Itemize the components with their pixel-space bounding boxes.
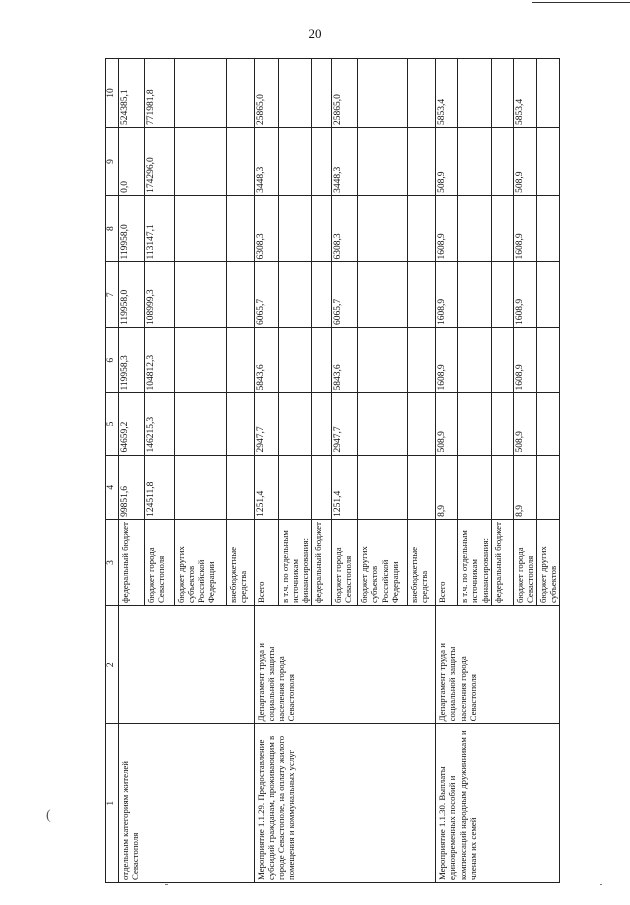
value-cell (279, 262, 312, 328)
value-cell (536, 195, 559, 262)
value-cell: 5843,6 (255, 327, 279, 393)
value-cell (408, 195, 436, 262)
value-cell (227, 327, 255, 393)
source-cell: внебюджетные средства (408, 519, 436, 605)
value-cell: 0,0 (119, 128, 145, 196)
value-cell (175, 262, 227, 328)
value-cell (279, 128, 312, 196)
source-cell: бюджет других субъектов (536, 519, 559, 605)
value-cell (312, 195, 332, 262)
value-cell (458, 455, 491, 519)
value-cell: 119958,0 (119, 195, 145, 262)
value-cell (491, 327, 513, 393)
value-cell: 6065,7 (332, 262, 358, 328)
value-cell (536, 59, 559, 128)
header-row (106, 59, 119, 883)
value-cell: 99851,6 (119, 455, 145, 519)
value-cell: 8,9 (513, 455, 536, 519)
value-cell: 1608,9 (513, 327, 536, 393)
value-cell: 1608,9 (513, 195, 536, 262)
source-cell: Всего (436, 519, 458, 605)
source-cell: бюджет города Севастополя (513, 519, 536, 605)
value-cell (279, 393, 312, 455)
source-cell: федеральный бюджет (491, 519, 513, 605)
value-cell: 113147,1 (145, 195, 175, 262)
value-cell (358, 195, 408, 262)
header-cell: 3 (106, 519, 119, 605)
source-cell: бюджет города Севастополя (145, 519, 175, 605)
executor-cell: Департамент труда и социальной защиты населения города Севастополя (436, 606, 560, 724)
value-cell (491, 128, 513, 196)
value-cell (408, 262, 436, 328)
value-cell (175, 59, 227, 128)
value-cell (491, 262, 513, 328)
margin-mark: ( (46, 808, 51, 823)
value-cell (358, 455, 408, 519)
scan-speck (600, 884, 602, 885)
source-cell: федеральный бюджет (119, 519, 145, 605)
page-number: 20 (308, 26, 322, 41)
rotated-table-container (105, 58, 560, 883)
value-cell: 1608,9 (436, 195, 458, 262)
value-cell: 5843,6 (332, 327, 358, 393)
source-cell: бюджет других субъектов Российской Федерации (175, 519, 227, 605)
value-cell (279, 59, 312, 128)
header-cell: 1 (106, 724, 119, 883)
value-cell (358, 262, 408, 328)
value-cell (227, 128, 255, 196)
measure-cell: Мероприятие 1.1.29. Предоставление субсидий гражданам, проживающим в городе Севастополе, на оплату жилого помещения и коммунальных услуг (255, 724, 436, 883)
value-cell: 2947,7 (332, 393, 358, 455)
header-cell: 4 (106, 455, 119, 519)
value-cell: 8,9 (436, 455, 458, 519)
value-cell (175, 195, 227, 262)
header-cell: 2 (106, 606, 119, 724)
value-cell: 524385,1 (119, 59, 145, 128)
table-row (119, 59, 145, 883)
value-cell: 508,9 (436, 393, 458, 455)
value-cell: 108999,3 (145, 262, 175, 328)
header-cell: 7 (106, 262, 119, 328)
value-cell: 508,9 (513, 393, 536, 455)
source-cell: в т.ч. по отдельным источникам финансирования: (279, 519, 312, 605)
value-cell: 124511,8 (145, 455, 175, 519)
value-cell (312, 128, 332, 196)
source-cell: федеральный бюджет (312, 519, 332, 605)
value-cell (408, 455, 436, 519)
value-cell: 6065,7 (255, 262, 279, 328)
value-cell: 508,9 (513, 128, 536, 196)
value-cell (458, 262, 491, 328)
value-cell: 1608,9 (436, 327, 458, 393)
value-cell: 119958,0 (119, 262, 145, 328)
value-cell: 25865,0 (332, 59, 358, 128)
scan-speck (165, 884, 168, 885)
source-cell: бюджет города Севастополя (332, 519, 358, 605)
value-cell (358, 128, 408, 196)
value-cell (491, 59, 513, 128)
value-cell (175, 455, 227, 519)
source-cell: Всего (255, 519, 279, 605)
value-cell: 6308,3 (332, 195, 358, 262)
value-cell: 5853,4 (436, 59, 458, 128)
value-cell: 1608,9 (513, 262, 536, 328)
table-row (255, 59, 279, 883)
value-cell (175, 393, 227, 455)
header-cell: 6 (106, 327, 119, 393)
value-cell: 3448,3 (332, 128, 358, 196)
source-cell: внебюджетные средства (227, 519, 255, 605)
value-cell (358, 393, 408, 455)
top-rule (532, 2, 630, 3)
value-cell (491, 393, 513, 455)
executor-cell (119, 606, 255, 724)
value-cell (536, 455, 559, 519)
value-cell (358, 59, 408, 128)
value-cell (312, 59, 332, 128)
value-cell: 5853,4 (513, 59, 536, 128)
value-cell (312, 393, 332, 455)
value-cell (227, 195, 255, 262)
measure-cell: Мероприятие 1.1.30. Выплаты единовременных пособий и компенсаций народным дружинникам и членам их семей (436, 724, 560, 883)
value-cell: 2947,7 (255, 393, 279, 455)
value-cell (408, 59, 436, 128)
value-cell: 1608,9 (436, 262, 458, 328)
source-cell: в т.ч. по отдельным источникам финансирования: (458, 519, 491, 605)
value-cell (227, 455, 255, 519)
value-cell (312, 455, 332, 519)
value-cell (536, 327, 559, 393)
value-cell: 174296,0 (145, 128, 175, 196)
value-cell (227, 262, 255, 328)
value-cell: 1251,4 (255, 455, 279, 519)
value-cell (458, 59, 491, 128)
value-cell (227, 59, 255, 128)
value-cell: 146215,3 (145, 393, 175, 455)
value-cell (175, 128, 227, 196)
source-cell: бюджет других субъектов Российской Федерации (358, 519, 408, 605)
table-row (436, 59, 458, 883)
value-cell: 508,9 (436, 128, 458, 196)
value-cell: 3448,3 (255, 128, 279, 196)
value-cell: 6308,3 (255, 195, 279, 262)
measure-cell: отдельным категориям жителей Севастополя (119, 724, 255, 883)
value-cell: 104812,3 (145, 327, 175, 393)
value-cell: 25865,0 (255, 59, 279, 128)
value-cell: 64659,2 (119, 393, 145, 455)
value-cell: 771981,8 (145, 59, 175, 128)
value-cell: 119958,3 (119, 327, 145, 393)
value-cell (408, 327, 436, 393)
value-cell (279, 455, 312, 519)
header-cell: 10 (106, 59, 119, 128)
value-cell (458, 327, 491, 393)
value-cell (408, 128, 436, 196)
value-cell (358, 327, 408, 393)
value-cell (175, 327, 227, 393)
value-cell (227, 393, 255, 455)
executor-cell: Департамент труда и социальной защиты населения города Севастополя (255, 606, 436, 724)
value-cell (491, 195, 513, 262)
value-cell (536, 393, 559, 455)
budget-table (105, 58, 560, 883)
header-cell: 5 (106, 393, 119, 455)
value-cell (458, 128, 491, 196)
value-cell (312, 327, 332, 393)
value-cell (408, 393, 436, 455)
value-cell (279, 327, 312, 393)
value-cell (458, 195, 491, 262)
value-cell (536, 262, 559, 328)
value-cell (536, 128, 559, 196)
value-cell (491, 455, 513, 519)
value-cell (458, 393, 491, 455)
value-cell: 1251,4 (332, 455, 358, 519)
header-cell: 9 (106, 128, 119, 196)
value-cell (312, 262, 332, 328)
header-cell: 8 (106, 195, 119, 262)
value-cell (279, 195, 312, 262)
